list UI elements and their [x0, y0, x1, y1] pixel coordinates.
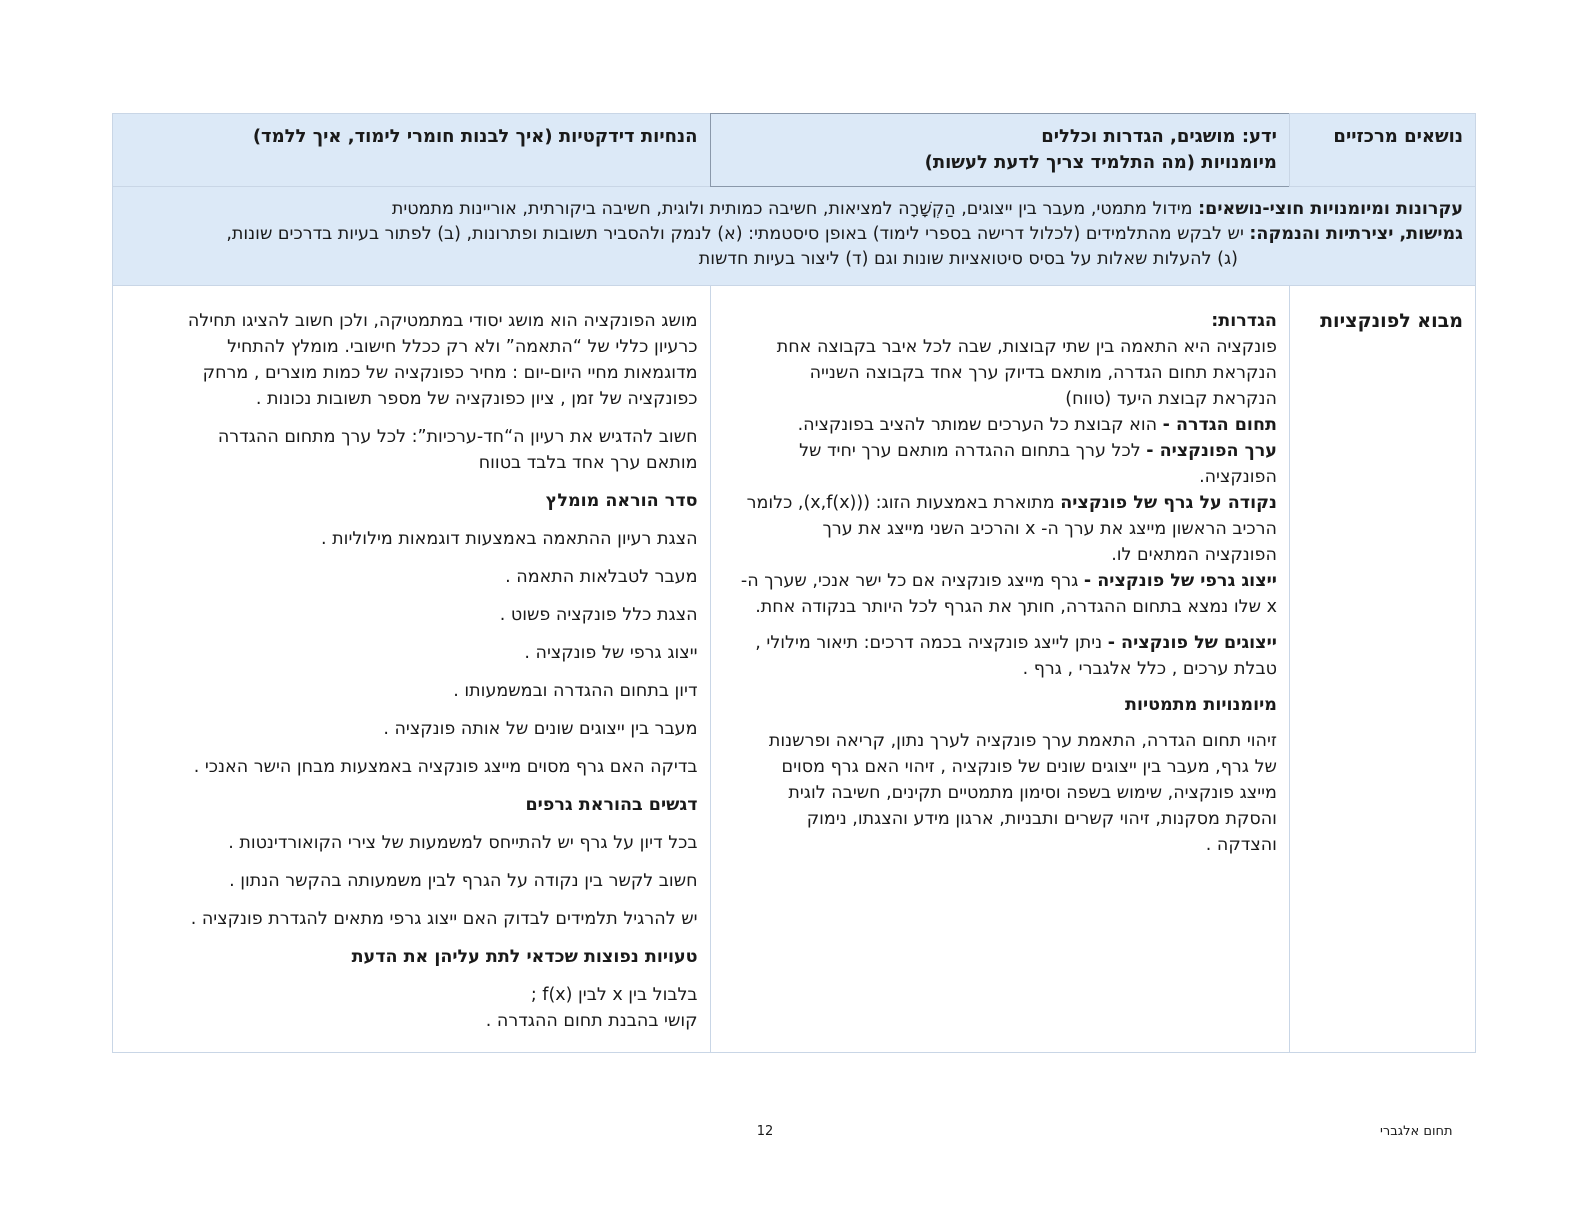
value-label: ערך הפונקציה - [1146, 441, 1277, 461]
def-line-3: הנקראת קבוצת היעד (טווח) [1065, 389, 1277, 409]
def-line-1: פונקציה היא התאמה בין שתי קבוצות, שבה לכל איבר בקבוצה אחת [776, 337, 1277, 357]
didactic-p1-line-1: מושג הפונקציה הוא מושג יסודי במתמטיקה, ולכן חשוב להציגו תחילה [187, 311, 698, 331]
cross-line2-label: גמישות, יצירתיות והנמקה: [1249, 224, 1463, 244]
reps-text-2: טבלת ערכים , כלל אלגברי , גרף . [1022, 659, 1277, 679]
order-title: סדר הוראה מומלץ [545, 491, 698, 511]
header-didactic-cell [113, 114, 711, 187]
reps-text-1: ניתן לייצג פונקציה בכמה דרכים: תיאור מילולי , [755, 633, 1108, 653]
didactic-paragraph-1 [125, 308, 698, 412]
skills-line-5: והצדקה . [1205, 835, 1277, 855]
graphs-title: דגשים בהוראת גרפים [525, 795, 698, 815]
header-knowledge-line1: ידע: מושגים, הגדרות וכללים [1041, 126, 1277, 147]
errors-title: טעויות נפוצות שכדאי לתת עליהן את הדעת [351, 947, 698, 967]
curriculum-table [112, 113, 1476, 1053]
header-knowledge-line2: מיומנויות (מה התלמיד צריך לדעת לעשות) [924, 152, 1277, 173]
def-line-2: הנקראת תחום הגדרה, מותאם בדיוק ערך אחד בקבוצה השנייה [809, 363, 1277, 383]
order-item: מעבר בין ייצוגים שונים של אותה פונקציה . [383, 719, 698, 739]
table-header-row [113, 114, 1476, 187]
cross-line2-text: יש לבקש מהתלמידים (לכלול דרישה בספרי לימוד) באופן סיסטמתי: (א) לנמק ולהסביר תשובות ופתרונות, (ב) לפתור בעיות בדרכים שונות, [226, 224, 1250, 244]
order-item: מעבר לטבלאות התאמה . [505, 567, 698, 587]
graph-text-1: גרף מייצג פונקציה אם כל ישר אנכי, שערך ה- [740, 571, 1084, 591]
graphs-item: חשוב לקשר בין נקודה על הגרף לבין משמעותה בהקשר הנתון . [229, 871, 698, 891]
didactic-paragraph-2 [125, 424, 698, 476]
error-item: בלבול בין x לבין f(x) ; [530, 985, 698, 1005]
reps-label: ייצוגים של פונקציה - [1107, 633, 1277, 653]
definitions-title: הגדרות: [1211, 311, 1277, 331]
point-text-1: מתוארת באמצעות הזוג: ((x,f(x)), כלומר [746, 493, 1061, 513]
skills-line-4: והסקת מסקנות, זיהוי קשרים ותבניות, ארגון מידע והצגתו, נימוק [806, 809, 1277, 829]
didactic-cell [113, 286, 711, 1053]
value-text-1: לכל ערך בתחום ההגדרה מותאם ערך יחיד של [799, 441, 1147, 461]
header-topics: נושאים מרכזיים [1333, 126, 1463, 147]
order-item: ייצוג גרפי של פונקציה . [524, 643, 698, 663]
header-topics-cell [1289, 114, 1475, 187]
order-item: דיון בתחום ההגדרה ובמשמעותו . [453, 681, 698, 701]
didactic-p1-line-3: מדוגמאות מחיי היום-יום : מחיר כפונקציה של כמות מוצרים , מרחק [202, 363, 698, 383]
point-label: נקודה על גרף של פונקציה [1060, 493, 1277, 513]
domain-label: תחום הגדרה - [1162, 415, 1277, 435]
didactic-p2-line-1: חשוב להדגיש את רעיון ה“חד-ערכיות”: לכל ערך מתחום ההגדרה [217, 427, 698, 447]
topic-cell [1289, 286, 1475, 1053]
skills-title: מיומנויות מתמטיות [1125, 695, 1277, 715]
point-text-2: הרכיב הראשון מייצג את ערך ה- x והרכיב השני מייצג את ערך [822, 519, 1277, 539]
graph-label: ייצוג גרפי של פונקציה - [1083, 571, 1277, 591]
topic-row [113, 286, 1476, 1053]
topic-title: מבוא לפונקציות [1320, 310, 1463, 332]
didactic-p2-line-2: מותאם ערך אחד בלבד בטווח [478, 453, 698, 473]
knowledge-cell [710, 286, 1289, 1053]
cross-line1-label: עקרונות ומיומנויות חוצי-נושאים: [1198, 199, 1463, 219]
header-knowledge-cell [710, 114, 1289, 187]
graphs-item: יש להרגיל תלמידים לבדוק האם ייצוג גרפי מתאים להגדרת פונקציה . [190, 909, 698, 929]
cross-line-2 [125, 222, 1463, 247]
cross-line-3: (ג) להעלות שאלות על בסיס סיטואציות שונות וגם (ד) ליצור בעיות חדשות [698, 249, 1238, 269]
graphs-item: בכל דיון על גרף יש להתייחס למשמעות של צירי הקואורדינטות . [228, 833, 698, 853]
cross-topics-cell [113, 187, 1476, 286]
error-item: קושי בהבנת תחום ההגדרה . [485, 1011, 698, 1031]
graph-text-2: x שלו נמצא בתחום ההגדרה, חותך את הגרף לכל היותר בנקודה אחת. [755, 597, 1277, 617]
order-item: בדיקה האם גרף מסוים מייצג פונקציה באמצעות מבחן הישר האנכי . [193, 757, 698, 777]
skills-line-3: מייצג פונקציה, שימוש בשפה וסימון מתמטיים תקינים, חשיבה לוגית [788, 783, 1277, 803]
header-didactic: הנחיות דידקטיות (איך לבנות חומרי לימוד, איך ללמד) [252, 126, 698, 147]
page-number: 12 [756, 1124, 774, 1139]
skills-line-2: של גרף, מעבר בין ייצוגים שונים של פונקציה , זיהוי האם גרף מסוים [781, 757, 1277, 777]
order-item: הצגת כלל פונקציה פשוט . [499, 605, 698, 625]
cross-topics-row [113, 187, 1476, 286]
footer-section: תחום אלגברי [1380, 1124, 1453, 1139]
didactic-p1-line-4: כפונקציה של זמן , ציון כפונקציה של מספר תשובות נכונות . [255, 389, 698, 409]
point-text-3: הפונקציה המתאים לו. [1111, 545, 1277, 565]
cross-line-1 [125, 197, 1463, 222]
didactic-p1-line-2: כרעיון כללי של “התאמה” ולא רק ככלל חישובי. מומלץ להתחיל [227, 337, 698, 357]
cross-line1-text: מידול מתמטי, מעבר בין ייצוגים, הַקְשָׁרָה למציאות, חשיבה כמותית ולוגית, חשיבה ביקורתית, אוריינות מתמטית [391, 199, 1199, 219]
domain-text: הוא קבוצת כל הערכים שמותר להציב בפונקציה. [797, 415, 1163, 435]
skills-line-1: זיהוי תחום הגדרה, התאמת ערך פונקציה לערך נתון, קריאה ופרשנות [768, 731, 1277, 751]
value-text-2: הפונקציה. [1199, 467, 1277, 487]
order-item: הצגת רעיון ההתאמה באמצעות דוגמאות מילוליות . [321, 529, 698, 549]
